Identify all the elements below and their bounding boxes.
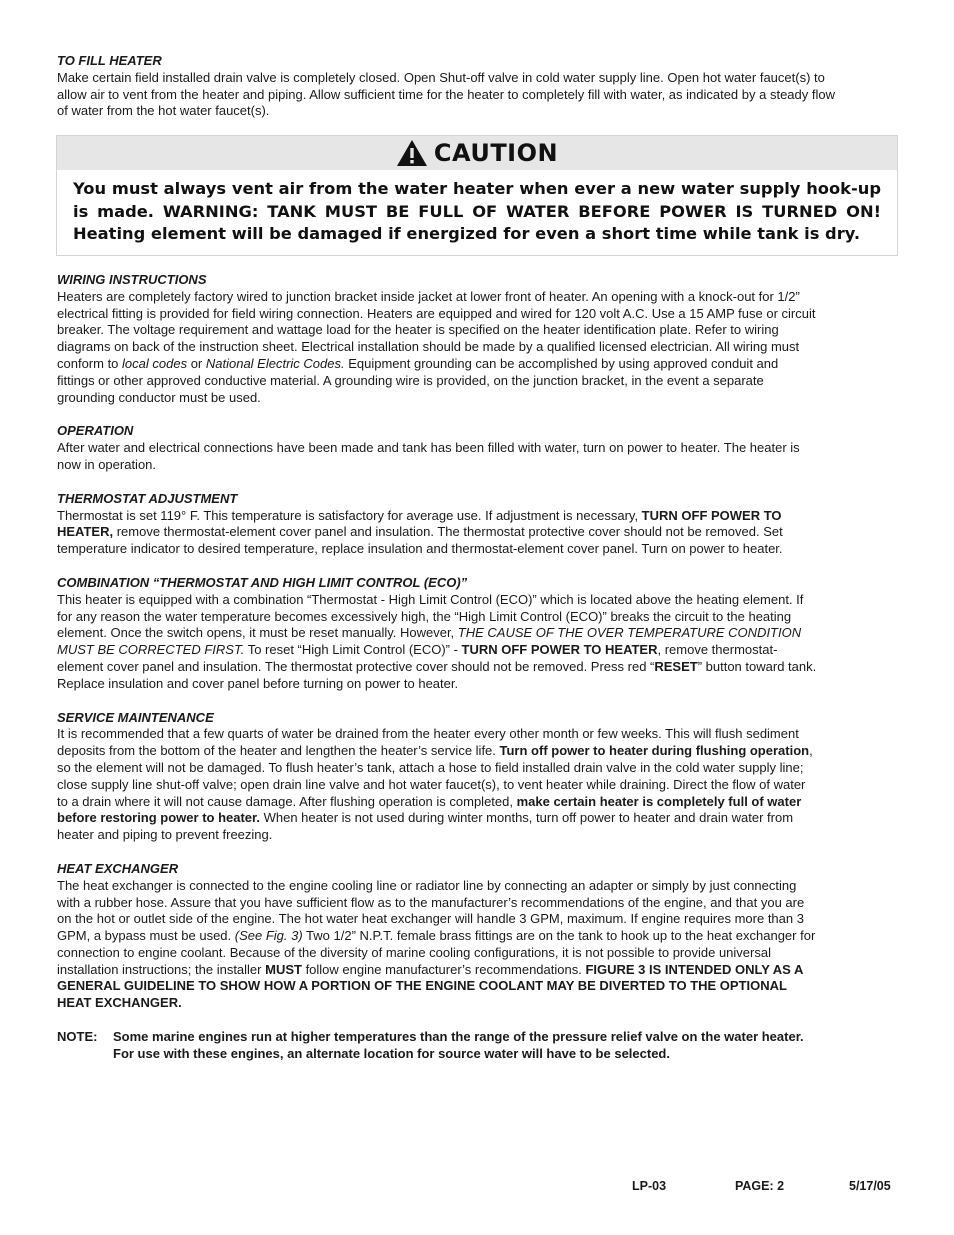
eco-section: [57, 575, 817, 693]
eco-text-c: , remove thermostat-element cover panel and insulation. The thermostat protective cover should not be removed. Press red “: [57, 642, 778, 674]
note-block: [57, 1029, 817, 1063]
wiring-section: [57, 272, 817, 406]
eco-bold-b: RESET: [654, 658, 698, 674]
exchanger-text-c: follow engine manufacturer’s recommendations.: [301, 961, 586, 977]
warning-icon: [396, 139, 428, 167]
exchanger-bold-b: FIGURE 3 IS INTENDED ONLY AS A GENERAL GUIDELINE TO SHOW HOW A PORTION OF THE ENGINE COOLANT MAY BE DIVERTED TO THE OPTIONAL HEAT EXCHANGER.: [57, 961, 803, 1011]
exchanger-section: [57, 861, 817, 1012]
eco-italic-a: THE CAUSE OF THE OVER TEMPERATURE CONDITION MUST BE CORRECTED FIRST.: [57, 625, 802, 658]
exchanger-body: [57, 878, 817, 1012]
footer-page: PAGE: 2: [735, 1179, 785, 1193]
service-body: [57, 726, 817, 844]
wiring-text-a: Heaters are completely factory wired to junction bracket inside jacket at lower front of heater. An opening with a knock-out for 1/2” electrical fitting is provided for field wiring connection. Heaters are equipped and wired for 120 volt A.C. Use a 15 AMP fuse or circuit breaker. The voltage requirement and wattage load for the heater is specified on the heater identification plate. Refer to wiring diagrams on back of the instruction sheet. Electrical installation should be made by a qualified licensed electrician. All wiring must conform to: [57, 288, 816, 371]
thermostat-text-a: Thermostat is set 119° F. This temperature is satisfactory for average use. If adjustment is necessary,: [57, 507, 642, 523]
eco-text-d: ” button toward tank. Replace insulation and cover panel before turning on power to heater.: [57, 658, 817, 691]
fill-body: Make certain field installed drain valve is completely closed. Open Shut-off valve in cold water supply line. Open hot water faucet(s) to allow air to vent from the heater and piping. Allow sufficient time for the heater to completely fill with water, as indicated by a steady flow of water from the hot water faucet(s).: [57, 69, 835, 119]
caution-header: [57, 136, 897, 170]
thermostat-heading: THERMOSTAT ADJUSTMENT: [57, 490, 238, 506]
exchanger-italic-a: (See Fig. 3): [234, 928, 303, 944]
exchanger-text-b: Two 1/2” N.P.T. female brass fittings are on the tank to hook up to the heat exchanger for connection to engine coolant. Because of the diversity of marine cooling configurations, it is not possible to provide universal installation instructions; the installer: [57, 928, 816, 977]
thermostat-body: [57, 508, 817, 558]
operation-section: [57, 423, 817, 473]
operation-heading: OPERATION: [57, 423, 134, 439]
note-text: Some marine engines run at higher temperatures than the range of the pressure relief valve on the water heater. For use with these engines, an alternate location for source water will have to be selected.: [113, 1029, 804, 1061]
exchanger-bold-a: MUST: [265, 961, 302, 977]
note-label: NOTE:: [57, 1029, 98, 1045]
eco-bold-a: TURN OFF POWER TO HEATER: [461, 642, 658, 658]
thermostat-text-b: remove thermostat-element cover panel and insulation. The thermostat protective cover should not be removed. Set temperature indicator to desired temperature, replace insulation and thermostat-element cover panel. Turn on power to heater.: [57, 524, 783, 557]
exchanger-heading: HEAT EXCHANGER: [57, 860, 179, 876]
caution-box: [56, 135, 898, 256]
service-section: [57, 710, 817, 844]
caution-text: You must always vent air from the water heater when ever a new water supply hook-up is made. WARNING: TANK MUST BE FULL OF WATER BEFORE POWER IS TURNED ON! Heating element will be damaged if energized for even a short time while tank is dry.: [73, 179, 881, 243]
footer-code: LP-03: [632, 1179, 667, 1193]
instructions-body: [57, 272, 817, 1063]
eco-text-b: To reset “High Limit Control (ECO)” -: [244, 642, 462, 658]
service-text-c: When heater is not used during winter months, turn off power to heater and drain water from heater and piping to prevent freezing.: [57, 810, 794, 843]
service-text-b: , so the element will not be damaged. To flush heater’s tank, attach a hose to field installed drain valve in the cold water supply line; close supply line shut-off valve; open drain line valve and hot water faucet(s), to vent heater while draining. Direct the flow of water to a drain where it will not cause damage. After flushing operation is completed,: [57, 743, 813, 809]
eco-text-a: This heater is equipped with a combination “Thermostat - High Limit Control (ECO)” which is located above the heating element. If for any reason the water temperature becomes excessively high, the “High Limit Control (ECO)” breaks the circuit to the heating element. Once the switch opens, it must be reset manually. However,: [57, 591, 804, 641]
fill-heading: TO FILL HEATER: [57, 53, 162, 68]
wiring-italic-a: local codes: [122, 355, 188, 371]
service-bold-a: Turn off power to heater during flushing operation: [499, 743, 810, 759]
eco-body: [57, 592, 817, 693]
thermostat-section: [57, 491, 817, 558]
wiring-heading: WIRING INSTRUCTIONS: [57, 272, 207, 287]
footer-date: 5/17/05: [849, 1179, 891, 1193]
fill-section: [57, 53, 837, 120]
service-text-a: It is recommended that a few quarts of water be drained from the heater every other month or few weeks. This will flush sediment deposits from the bottom of the heater and lengthen the heater’s service life.: [57, 726, 799, 759]
wiring-italic-b: National Electric Codes.: [205, 355, 345, 371]
wiring-body: [57, 289, 817, 407]
thermostat-bold-a: TURN OFF POWER TO HEATER,: [57, 507, 782, 540]
operation-body: After water and electrical connections have been made and tank has been filled with water, turn on power to heater. The heater is now in operation.: [57, 440, 800, 472]
wiring-text-c: Equipment grounding can be accomplished by using approved conduit and fittings or other approved conductive material. A grounding wire is provided, on the junction bracket, in the event a separate grounding conductor must be used.: [57, 355, 779, 405]
service-heading: SERVICE MAINTENANCE: [57, 709, 214, 725]
eco-heading: COMBINATION “THERMOSTAT AND HIGH LIMIT CONTROL (ECO)”: [57, 574, 468, 590]
exchanger-text-a: The heat exchanger is connected to the engine cooling line or radiator line by connecting an adapter or simply by just connecting with a rubber hose. Assure that you have sufficient flow as to the manufacturer’s recommendations of the engine, and that you are on the hot or outlet side of the engine. The hot water heat exchanger will handle 3 GPM, maximum. If engine requires more than 3 GPM, a bypass must be used.: [57, 877, 805, 944]
wiring-text-b: or: [187, 355, 206, 371]
caution-title: CAUTION: [433, 139, 559, 167]
service-bold-b: make certain heater is completely full of water before restoring power to heater.: [57, 793, 802, 826]
